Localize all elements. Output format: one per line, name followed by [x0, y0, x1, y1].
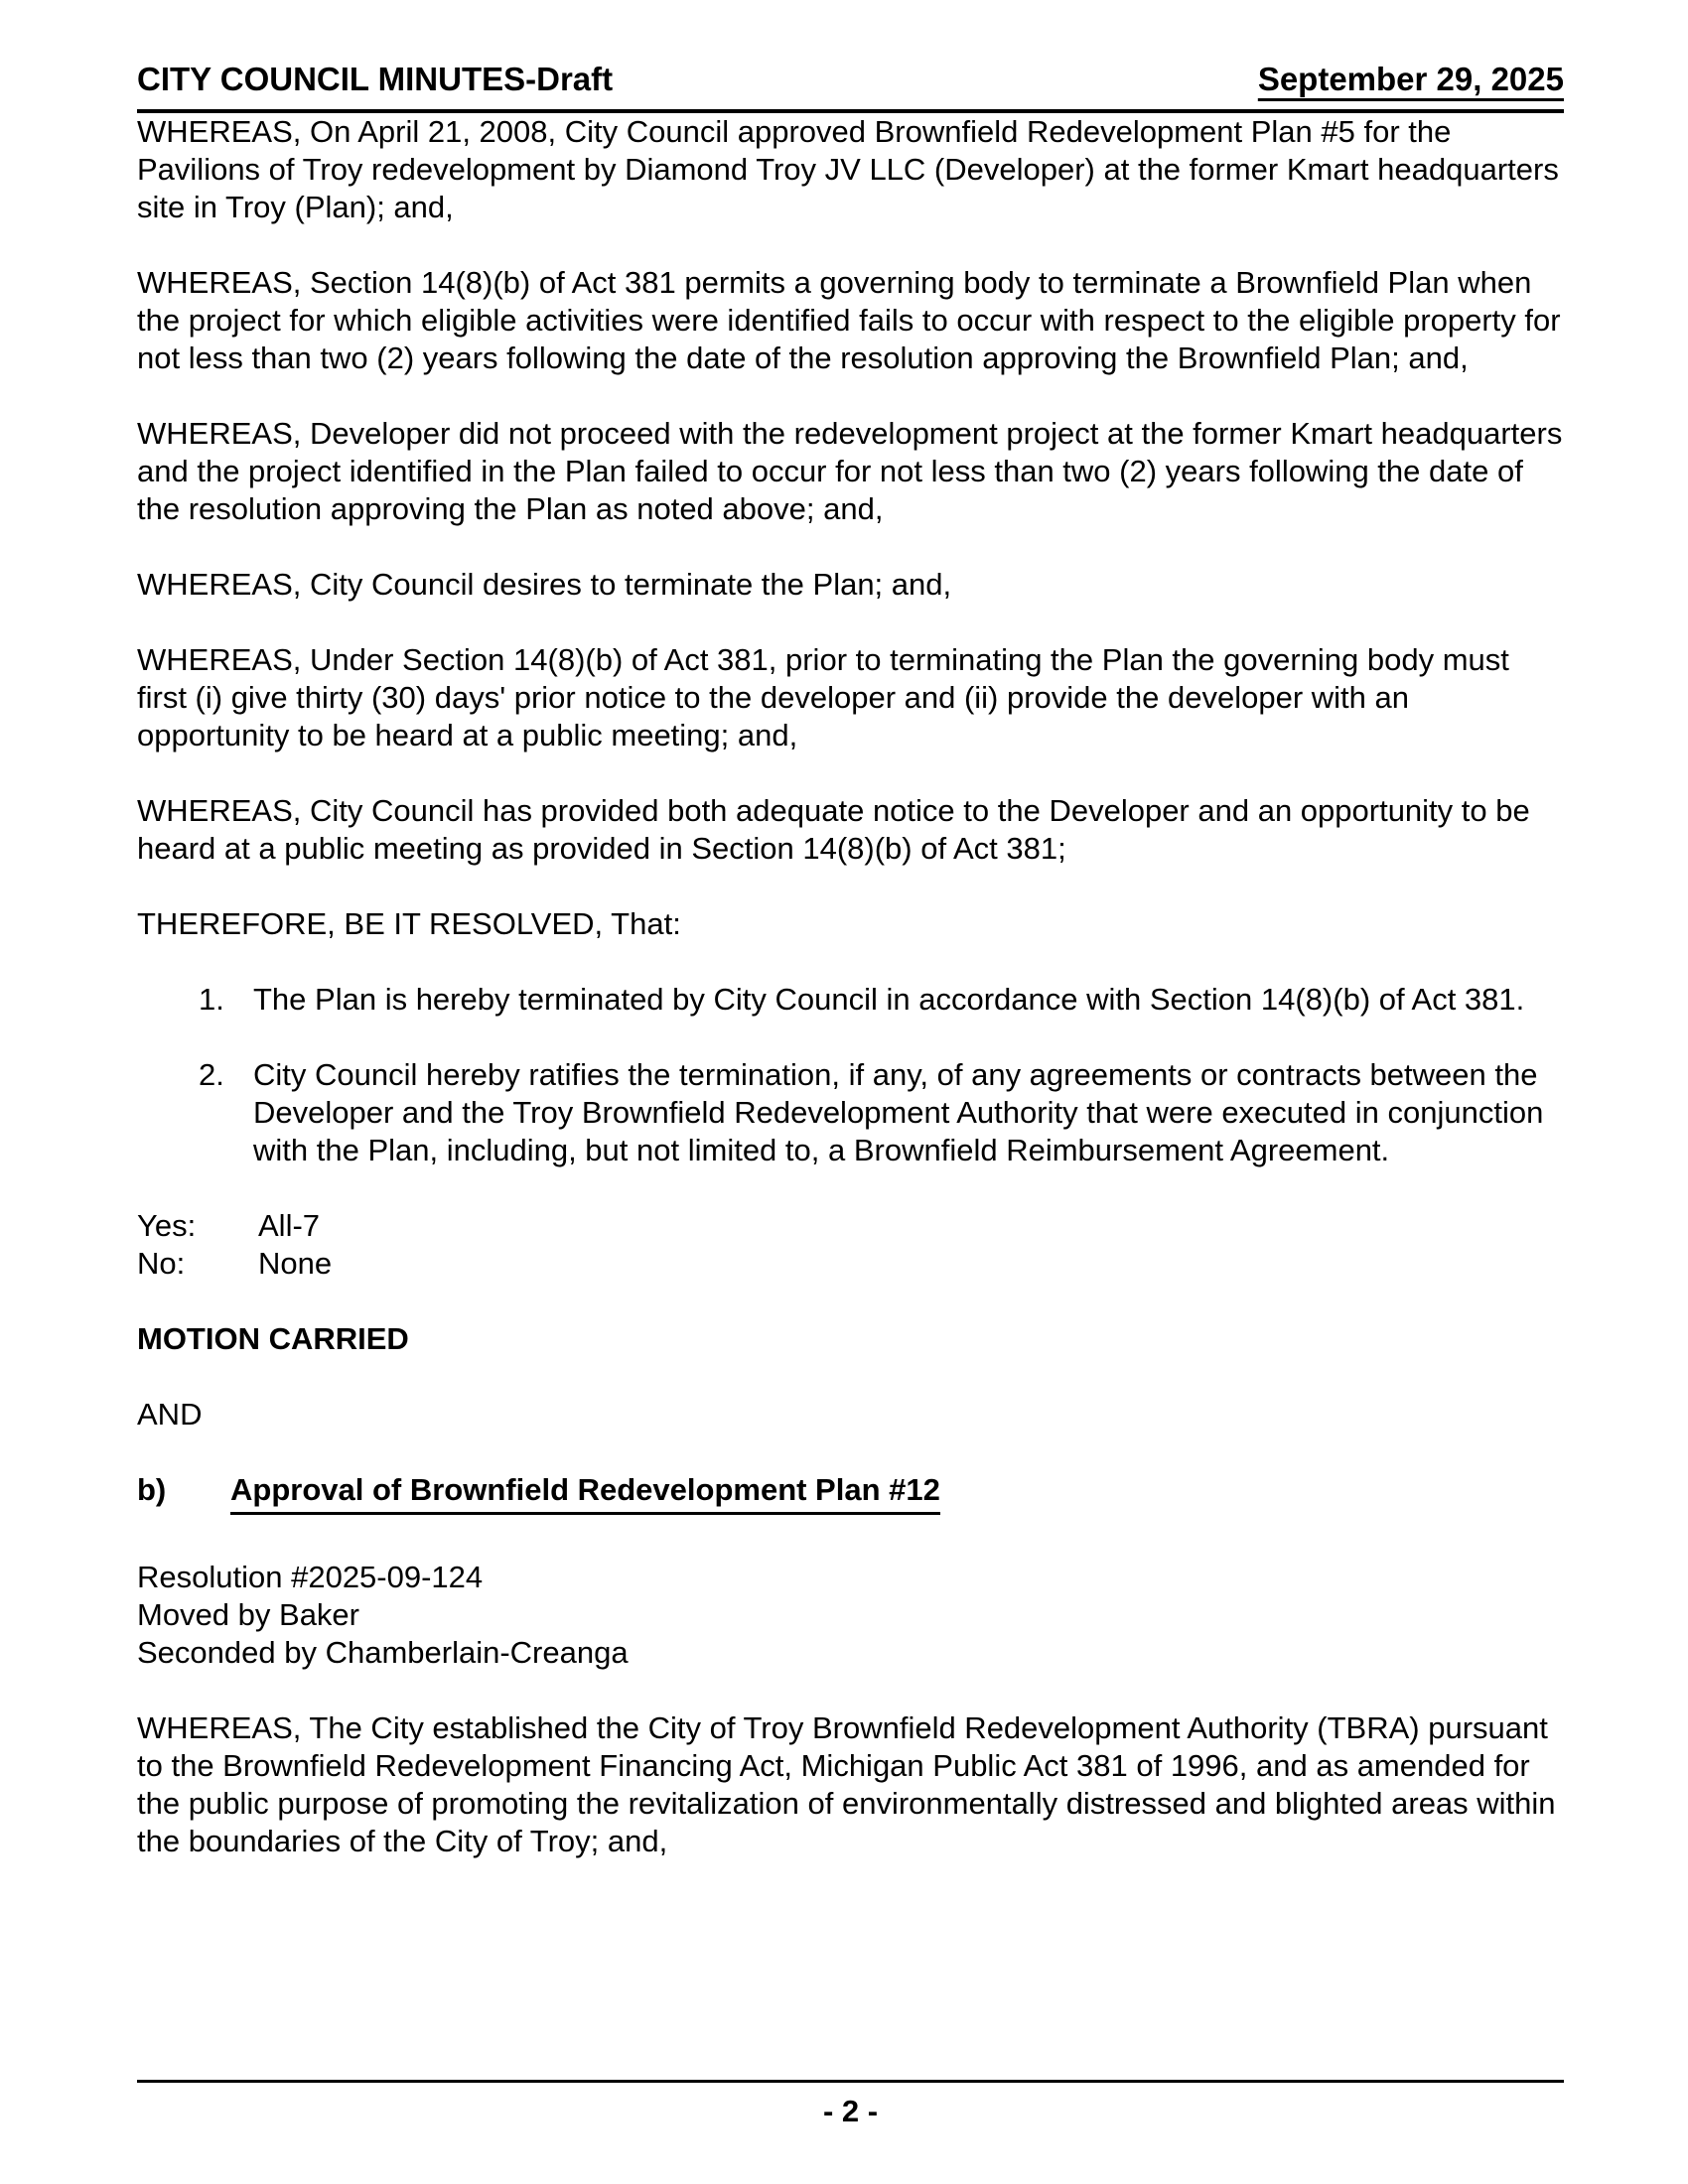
vote-yes-value: All-7: [258, 1208, 321, 1243]
document-footer: [137, 2080, 1564, 2130]
vote-no-row: [137, 1245, 1564, 1283]
resolution-block: [137, 1559, 1564, 1672]
vote-block: [137, 1207, 1564, 1283]
agenda-item-letter: b): [137, 1472, 167, 1507]
whereas-paragraph-2: WHEREAS, Section 14(8)(b) of Act 381 permits a governing body to terminate a Brownfield Plan when the project for which eligible activities were identified fails to occur with respect to the eligible property for not less than two (2) years following the date of the resolution approving the Brownfield Plan; and,: [137, 265, 1561, 375]
whereas-paragraph-3: WHEREAS, Developer did not proceed with the redevelopment project at the former Kmart headquarters and the project identified in the Plan failed to occur for not less than two (2) years following the date of the resolution approving the Plan as noted above; and,: [137, 416, 1563, 526]
vote-no-value: None: [258, 1246, 333, 1281]
motion-carried-text: MOTION CARRIED: [137, 1321, 409, 1356]
agenda-item-title: Approval of Brownfield Redevelopment Plan #12: [230, 1471, 940, 1515]
vote-yes-row: [137, 1207, 1564, 1245]
vote-no-label: No:: [137, 1246, 186, 1281]
whereas-paragraph-5: WHEREAS, Under Section 14(8)(b) of Act 381, prior to terminating the Plan the governing body must first (i) give thirty (30) days' prior notice to the developer and (ii) provide the developer with an opportunity to be heard at a public meeting; and,: [137, 642, 1509, 752]
document-title: CITY COUNCIL MINUTES-Draft: [137, 61, 614, 97]
resolved-intro: THEREFORE, BE IT RESOLVED, That:: [137, 906, 681, 941]
resolution-seconded-by: Seconded by Chamberlain-Creanga: [137, 1635, 629, 1670]
document-date: September 29, 2025: [1257, 61, 1564, 97]
whereas-paragraph-tbra: WHEREAS, The City established the City of Troy Brownfield Redevelopment Authority (TBRA) pursuant to the Brownfield Redevelopment Financing Act, Michigan Public Act 381 of 1996, and as amended for the public purpose of promoting the revitalization of environmentally distressed and blighted areas within the boundaries of the City of Troy; and,: [137, 1710, 1556, 1858]
whereas-paragraph-4: WHEREAS, City Council desires to terminate the Plan; and,: [137, 567, 952, 602]
agenda-item-b: [137, 1471, 1564, 1515]
document-header: [137, 60, 1564, 113]
page-number: - 2 -: [822, 2094, 879, 2128]
document-content: [137, 60, 1564, 1898]
resolution-number: Resolution #2025-09-124: [137, 1560, 484, 1594]
and-connector: AND: [137, 1397, 203, 1432]
resolved-item-2: [199, 1056, 1564, 1169]
whereas-paragraph-1: WHEREAS, On April 21, 2008, City Council approved Brownfield Redevelopment Plan #5 for the Pavilions of Troy redevelopment by Diamond Troy JV LLC (Developer) at the former Kmart headquarters site in Troy (Plan); and,: [137, 114, 1559, 224]
resolved-item-1-text: The Plan is hereby terminated by City Council in accordance with Section 14(8)(b) of Act 381.: [253, 982, 1525, 1017]
vote-yes-label: Yes:: [137, 1208, 197, 1243]
resolved-item-2-number: 2.: [199, 1057, 224, 1092]
resolved-item-2-text: City Council hereby ratifies the termination, if any, of any agreements or contracts between the Developer and the Troy Brownfield Redevelopment Authority that were executed in conjunction with the Plan, including, but not limited to, a Brownfield Reimbursement Agreement.: [253, 1057, 1544, 1167]
resolution-moved-by: Moved by Baker: [137, 1597, 359, 1632]
whereas-paragraph-6: WHEREAS, City Council has provided both adequate notice to the Developer and an opportunity to be heard at a public meeting as provided in Section 14(8)(b) of Act 381;: [137, 793, 1530, 866]
resolved-item-1: [199, 981, 1564, 1019]
resolved-item-1-number: 1.: [199, 982, 224, 1017]
